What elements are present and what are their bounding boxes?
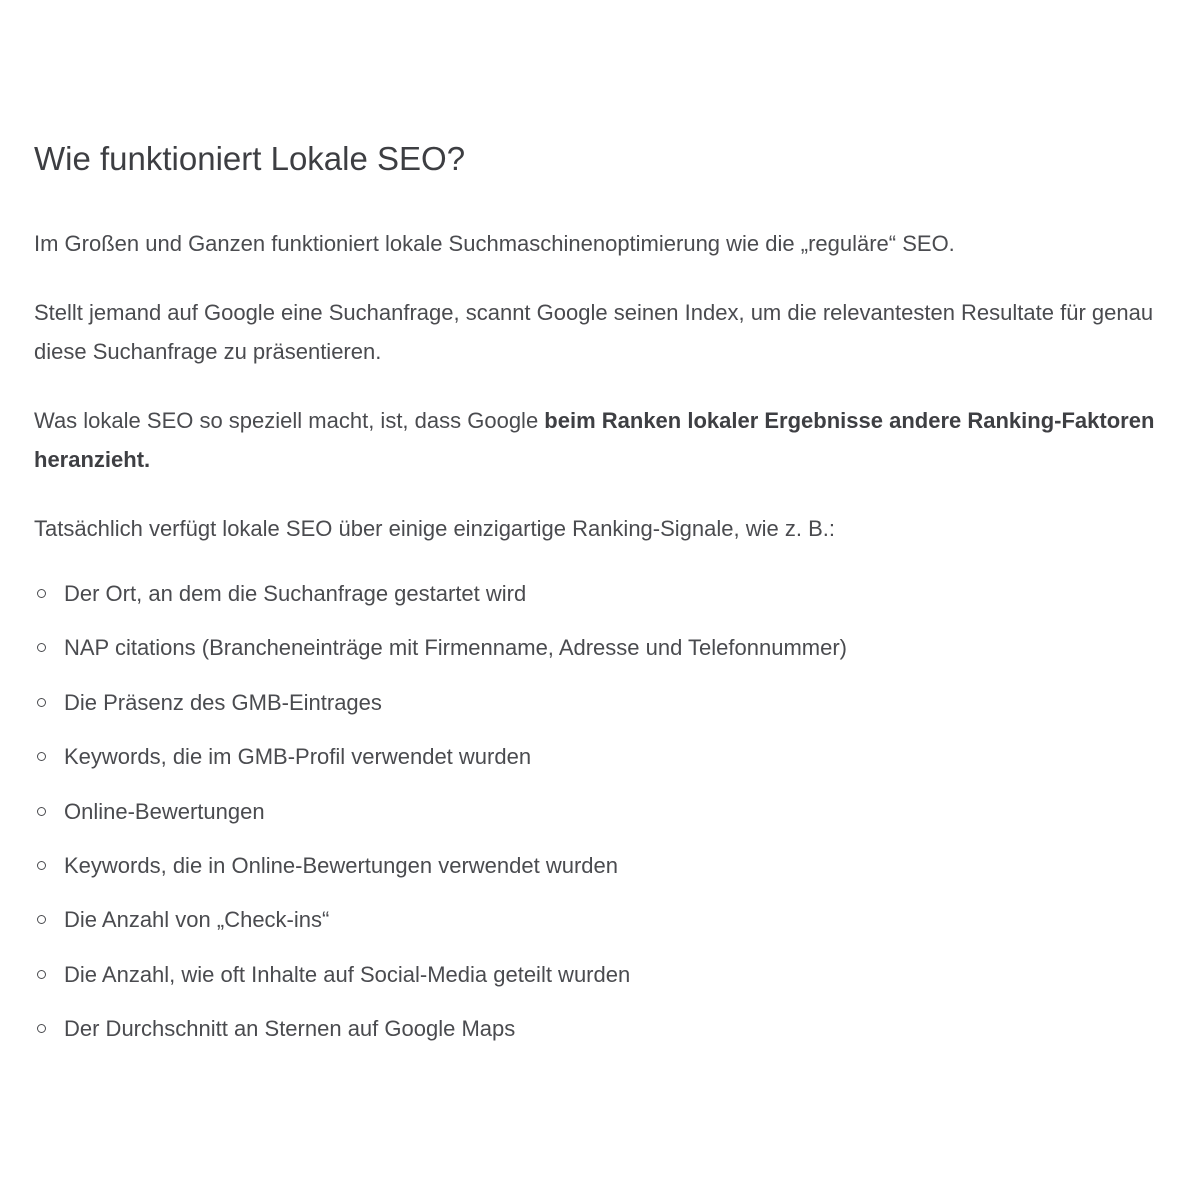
circle-bullet-icon [37,915,46,924]
list-item-text: Die Anzahl, wie oft Inhalte auf Social-Media geteilt wurden [64,961,631,987]
list-item-text: NAP citations (Brancheneinträge mit Firmenname, Adresse und Telefonnummer) [64,635,848,661]
list-item [34,578,1174,610]
list-item-text: Keywords, die im GMB-Profil verwendet wurden [64,744,532,770]
list-item-text: Die Anzahl von „Check-ins“ [64,907,330,933]
article [34,138,1174,1068]
paragraph-google-index: Stellt jemand auf Google eine Suchanfrage, scannt Google seinen Index, um die relevantesten Resultate für genau diese Suchanfrage zu präsentieren. [34,300,1154,364]
circle-bullet-icon [37,861,46,870]
list-item-text: Die Präsenz des GMB-Eintrages [64,689,382,715]
circle-bullet-icon [37,589,46,598]
circle-bullet-icon [37,970,46,979]
circle-bullet-icon [37,698,46,707]
circle-bullet-icon [37,752,46,761]
circle-bullet-icon [37,1024,46,1033]
list-item-text: Der Durchschnitt an Sternen auf Google Maps [64,1016,516,1042]
circle-bullet-icon [37,643,46,652]
list-item [34,741,1174,773]
paragraph-special-bold: beim Ranken lokaler Ergebnisse andere Ranking-Faktoren heranzieht. [34,408,1155,472]
paragraph-special-text: Was lokale SEO so speziell macht, ist, dass Google [34,408,545,433]
list-item [34,796,1174,828]
list-item [34,904,1174,936]
circle-bullet-icon [37,807,46,816]
list-item-text: Online-Bewertungen [64,798,265,824]
article-title: Wie funktioniert Lokale SEO? [34,140,466,177]
list-item [34,632,1174,664]
list-item [34,850,1174,882]
list-item-text: Keywords, die in Online-Bewertungen verwendet wurden [64,852,618,878]
list-item [34,687,1174,719]
paragraph-signals-intro: Tatsächlich verfügt lokale SEO über einige einzigartige Ranking-Signale, wie z. B.: [34,516,835,541]
ranking-signals-list [34,578,1174,1045]
list-item-text: Der Ort, an dem die Suchanfrage gestartet wird [64,581,527,606]
paragraph-intro: Im Großen und Ganzen funktioniert lokale Suchmaschinenoptimierung wie die „reguläre“ SEO. [34,231,955,256]
list-item [34,1013,1174,1045]
paragraph-special [34,401,1174,479]
list-item [34,959,1174,991]
